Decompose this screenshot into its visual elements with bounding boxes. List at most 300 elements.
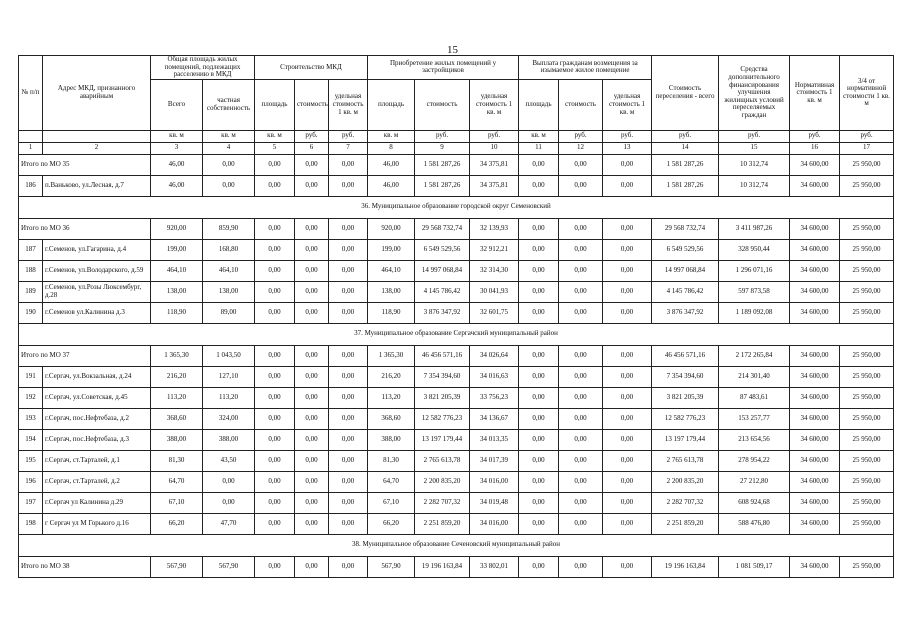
value-cell: 0,00 — [255, 345, 295, 366]
value-cell: 0,00 — [519, 450, 559, 471]
value-cell: 0,00 — [255, 281, 295, 302]
header-acquisition: Приобретение жилых помещений у застройщиков — [368, 56, 519, 80]
col-number: 14 — [652, 142, 719, 154]
page-number: 15 — [447, 44, 458, 56]
value-cell: 3 821 205,39 — [415, 387, 470, 408]
table-row — [19, 513, 894, 534]
value-cell: 0,00 — [255, 492, 295, 513]
value-cell: 0,00 — [603, 366, 652, 387]
value-cell: 168,80 — [203, 239, 255, 260]
value-cell: 33 802,01 — [470, 556, 519, 577]
value-cell: 67,10 — [151, 492, 203, 513]
value-cell: 34 600,00 — [790, 556, 840, 577]
value-cell: 278 954,22 — [719, 450, 790, 471]
value-cell: 0,00 — [603, 429, 652, 450]
table-row — [19, 492, 894, 513]
value-cell: 0,00 — [559, 408, 603, 429]
value-cell: 0,00 — [203, 471, 255, 492]
unit-cell: кв. м — [255, 130, 295, 142]
col-number: 3 — [151, 142, 203, 154]
value-cell: 0,00 — [255, 513, 295, 534]
value-cell: 7 354 394,60 — [652, 366, 719, 387]
address-cell: г.Сергач, ст.Тарталей, д.1 — [43, 450, 151, 471]
value-cell: 12 582 776,23 — [415, 408, 470, 429]
value-cell: 328 950,44 — [719, 239, 790, 260]
address-cell: п.Ваньково, ул.Лесная, д.7 — [43, 175, 151, 196]
value-cell: 0,00 — [329, 408, 368, 429]
address-cell: г.Семенов, ул.Володарского, д.59 — [43, 260, 151, 281]
address-cell: г.Сергач, ул.Советская, д.45 — [43, 387, 151, 408]
value-cell: 2 251 859,20 — [652, 513, 719, 534]
value-cell: 2 200 835,20 — [415, 471, 470, 492]
value-cell: 0,00 — [519, 366, 559, 387]
value-cell: 0,00 — [603, 281, 652, 302]
value-cell: 47,70 — [203, 513, 255, 534]
value-cell: 1 081 509,17 — [719, 556, 790, 577]
col-number: 5 — [255, 142, 295, 154]
value-cell: 34 600,00 — [790, 175, 840, 196]
value-cell: 0,00 — [203, 492, 255, 513]
total-row — [19, 556, 894, 577]
total-label: Итого по МО 38 — [19, 556, 151, 577]
value-cell: 34 600,00 — [790, 387, 840, 408]
value-cell: 3 876 347,92 — [415, 302, 470, 323]
value-cell: 0,00 — [295, 345, 329, 366]
value-cell: 0,00 — [559, 387, 603, 408]
value-cell: 1 581 287,26 — [652, 154, 719, 175]
address-cell: г.Семенов ул.Калинина д.3 — [43, 302, 151, 323]
value-cell: 10 312,74 — [719, 154, 790, 175]
row-number: 198 — [19, 513, 43, 534]
unit-cell: кв. м — [519, 130, 559, 142]
col-number: 10 — [470, 142, 519, 154]
value-cell: 34 600,00 — [790, 513, 840, 534]
value-cell: 29 568 732,74 — [415, 218, 470, 239]
value-cell: 368,60 — [368, 408, 415, 429]
total-row — [19, 154, 894, 175]
value-cell: 0,00 — [559, 492, 603, 513]
value-cell: 34 600,00 — [790, 408, 840, 429]
section-heading-row — [19, 534, 894, 556]
value-cell: 34 600,00 — [790, 492, 840, 513]
unit-cell: руб. — [295, 130, 329, 142]
unit-cell: руб. — [603, 130, 652, 142]
unit-cell: кв. м — [151, 130, 203, 142]
value-cell: 32 314,30 — [470, 260, 519, 281]
value-cell: 25 950,00 — [840, 513, 894, 534]
value-cell: 2 200 835,20 — [652, 471, 719, 492]
value-cell: 34 016,00 — [470, 471, 519, 492]
value-cell: 0,00 — [329, 260, 368, 281]
value-cell: 0,00 — [559, 429, 603, 450]
row-number: 187 — [19, 239, 43, 260]
section-heading: 38. Муниципальное образование Сеченовский муниципальный район — [19, 534, 894, 556]
row-number: 186 — [19, 175, 43, 196]
header-num: № п/п — [19, 56, 43, 131]
value-cell: 34 600,00 — [790, 218, 840, 239]
value-cell: 0,00 — [255, 450, 295, 471]
col-number: 16 — [790, 142, 840, 154]
row-number: 190 — [19, 302, 43, 323]
value-cell: 46,00 — [151, 154, 203, 175]
value-cell: 87 483,61 — [719, 387, 790, 408]
value-cell: 14 997 068,84 — [415, 260, 470, 281]
table-row — [19, 429, 894, 450]
unit-cell: руб. — [719, 130, 790, 142]
value-cell: 25 950,00 — [840, 302, 894, 323]
value-cell: 81,30 — [151, 450, 203, 471]
value-cell: 0,00 — [255, 218, 295, 239]
value-cell: 32 139,93 — [470, 218, 519, 239]
value-cell: 1 365,30 — [368, 345, 415, 366]
value-cell: 608 924,68 — [719, 492, 790, 513]
value-cell: 0,00 — [559, 471, 603, 492]
value-cell: 0,00 — [603, 345, 652, 366]
value-cell: 859,90 — [203, 218, 255, 239]
row-number: 194 — [19, 429, 43, 450]
value-cell: 0,00 — [519, 302, 559, 323]
value-cell: 0,00 — [255, 239, 295, 260]
value-cell: 46 456 571,16 — [415, 345, 470, 366]
unit-cell: руб. — [559, 130, 603, 142]
row-number: 189 — [19, 281, 43, 302]
value-cell: 0,00 — [559, 281, 603, 302]
value-cell: 0,00 — [559, 260, 603, 281]
subheader-cell: частная собственность — [203, 79, 255, 130]
value-cell: 34 136,67 — [470, 408, 519, 429]
value-cell: 25 950,00 — [840, 429, 894, 450]
value-cell: 25 950,00 — [840, 175, 894, 196]
value-cell: 34 016,63 — [470, 366, 519, 387]
value-cell: 0,00 — [559, 513, 603, 534]
value-cell: 0,00 — [255, 556, 295, 577]
value-cell: 0,00 — [295, 218, 329, 239]
value-cell: 7 354 394,60 — [415, 366, 470, 387]
header-area: Общая площадь жилых помещений, подлежащих расселению в МКД — [151, 56, 255, 80]
value-cell: 2 282 707,32 — [652, 492, 719, 513]
value-cell: 127,10 — [203, 366, 255, 387]
value-cell: 25 950,00 — [840, 154, 894, 175]
subheader-cell: площадь — [519, 79, 559, 130]
value-cell: 25 950,00 — [840, 387, 894, 408]
value-cell: 13 197 179,44 — [415, 429, 470, 450]
table-row — [19, 471, 894, 492]
value-cell: 0,00 — [295, 175, 329, 196]
table-row — [19, 281, 894, 302]
value-cell: 46,00 — [368, 175, 415, 196]
col-number: 12 — [559, 142, 603, 154]
value-cell: 214 301,40 — [719, 366, 790, 387]
value-cell: 0,00 — [329, 345, 368, 366]
header-construction: Строительство МКД — [255, 56, 368, 80]
value-cell: 0,00 — [255, 175, 295, 196]
value-cell: 0,00 — [295, 154, 329, 175]
value-cell: 0,00 — [295, 471, 329, 492]
col-number: 15 — [719, 142, 790, 154]
subheader-cell: Всего — [151, 79, 203, 130]
value-cell: 0,00 — [519, 471, 559, 492]
table-row — [19, 302, 894, 323]
value-cell: 388,00 — [203, 429, 255, 450]
value-cell: 1 365,30 — [151, 345, 203, 366]
value-cell: 0,00 — [295, 429, 329, 450]
value-cell: 13 197 179,44 — [652, 429, 719, 450]
value-cell: 0,00 — [519, 175, 559, 196]
value-cell: 2 251 859,20 — [415, 513, 470, 534]
value-cell: 0,00 — [295, 556, 329, 577]
value-cell: 3 411 987,26 — [719, 218, 790, 239]
col-number: 17 — [840, 142, 894, 154]
unit-cell: руб. — [840, 130, 894, 142]
value-cell: 0,00 — [559, 154, 603, 175]
value-cell: 138,00 — [368, 281, 415, 302]
header-payment: Выплата гражданам возмещения за изымаемое жилое помещение — [519, 56, 652, 80]
value-cell: 1 581 287,26 — [415, 175, 470, 196]
row-number: 197 — [19, 492, 43, 513]
value-cell: 34 600,00 — [790, 471, 840, 492]
value-cell: 0,00 — [329, 366, 368, 387]
value-cell: 6 549 529,56 — [652, 239, 719, 260]
value-cell: 2 765 613,78 — [415, 450, 470, 471]
header-row — [19, 56, 894, 80]
value-cell: 920,00 — [368, 218, 415, 239]
value-cell: 153 257,77 — [719, 408, 790, 429]
value-cell: 0,00 — [603, 471, 652, 492]
value-cell: 66,20 — [151, 513, 203, 534]
value-cell: 464,10 — [368, 260, 415, 281]
value-cell: 0,00 — [295, 302, 329, 323]
value-cell: 81,30 — [368, 450, 415, 471]
value-cell: 0,00 — [329, 450, 368, 471]
value-cell: 34 600,00 — [790, 302, 840, 323]
value-cell: 0,00 — [295, 239, 329, 260]
units-row — [19, 130, 894, 142]
unit-cell: руб. — [652, 130, 719, 142]
value-cell: 0,00 — [603, 154, 652, 175]
value-cell: 0,00 — [329, 154, 368, 175]
value-cell: 0,00 — [519, 492, 559, 513]
value-cell: 0,00 — [329, 387, 368, 408]
value-cell: 464,10 — [203, 260, 255, 281]
table-row — [19, 239, 894, 260]
value-cell: 0,00 — [255, 408, 295, 429]
total-label: Итого по МО 35 — [19, 154, 151, 175]
value-cell: 3 876 347,92 — [652, 302, 719, 323]
value-cell: 25 950,00 — [840, 492, 894, 513]
col-number: 8 — [368, 142, 415, 154]
table-row — [19, 366, 894, 387]
value-cell: 67,10 — [368, 492, 415, 513]
address-cell: г.Сергач ул Калинина д.29 — [43, 492, 151, 513]
value-cell: 0,00 — [519, 387, 559, 408]
value-cell: 0,00 — [329, 239, 368, 260]
value-cell: 0,00 — [519, 281, 559, 302]
value-cell: 0,00 — [329, 218, 368, 239]
section-heading: 36. Муниципальное образование городской округ Семеновский — [19, 196, 894, 218]
value-cell: 46,00 — [151, 175, 203, 196]
subheader-cell: удельная стоимость 1 кв. м — [329, 79, 368, 130]
subheader-cell: стоимость — [559, 79, 603, 130]
value-cell: 4 145 786,42 — [652, 281, 719, 302]
table-row — [19, 260, 894, 281]
row-number: 196 — [19, 471, 43, 492]
value-cell: 1 043,50 — [203, 345, 255, 366]
value-cell: 64,70 — [368, 471, 415, 492]
value-cell: 0,00 — [329, 556, 368, 577]
value-cell: 1 581 287,26 — [415, 154, 470, 175]
value-cell: 34 600,00 — [790, 260, 840, 281]
value-cell: 0,00 — [329, 471, 368, 492]
value-cell: 19 196 163,84 — [415, 556, 470, 577]
value-cell: 34 600,00 — [790, 154, 840, 175]
value-cell: 6 549 529,56 — [415, 239, 470, 260]
value-cell: 0,00 — [519, 239, 559, 260]
value-cell: 0,00 — [203, 175, 255, 196]
value-cell: 0,00 — [295, 260, 329, 281]
value-cell: 368,60 — [151, 408, 203, 429]
value-cell: 25 950,00 — [840, 218, 894, 239]
value-cell: 34 375,81 — [470, 154, 519, 175]
housing-relocation-table — [18, 55, 894, 578]
value-cell: 113,20 — [203, 387, 255, 408]
value-cell: 3 821 205,39 — [652, 387, 719, 408]
value-cell: 0,00 — [603, 302, 652, 323]
address-cell: г.Сергач, пос.Нефтебаза, д.3 — [43, 429, 151, 450]
value-cell: 34 019,48 — [470, 492, 519, 513]
value-cell: 0,00 — [255, 260, 295, 281]
value-cell: 0,00 — [255, 154, 295, 175]
value-cell: 0,00 — [295, 492, 329, 513]
value-cell: 920,00 — [151, 218, 203, 239]
header-address: Адрес МКД, признанного аварийным — [43, 56, 151, 131]
value-cell: 0,00 — [295, 450, 329, 471]
value-cell: 1 296 071,16 — [719, 260, 790, 281]
value-cell: 32 601,75 — [470, 302, 519, 323]
value-cell: 0,00 — [603, 513, 652, 534]
value-cell: 216,20 — [368, 366, 415, 387]
header-extra-funds: Средства дополнительного финансирования улучшения жилищных условий переселяемых граждан — [719, 56, 790, 131]
value-cell: 0,00 — [255, 302, 295, 323]
value-cell: 0,00 — [559, 175, 603, 196]
value-cell: 25 950,00 — [840, 450, 894, 471]
row-number: 195 — [19, 450, 43, 471]
value-cell: 597 873,58 — [719, 281, 790, 302]
subheader-cell: удельная стоимость 1 кв. м — [470, 79, 519, 130]
subheader-cell: стоимость — [295, 79, 329, 130]
subheader-cell: площадь — [368, 79, 415, 130]
subheader-cell: стоимость — [415, 79, 470, 130]
col-number: 1 — [19, 142, 43, 154]
value-cell: 0,00 — [603, 556, 652, 577]
row-number: 191 — [19, 366, 43, 387]
value-cell: 34 600,00 — [790, 429, 840, 450]
value-cell: 0,00 — [203, 154, 255, 175]
value-cell: 25 950,00 — [840, 556, 894, 577]
value-cell: 2 765 613,78 — [652, 450, 719, 471]
value-cell: 34 016,00 — [470, 513, 519, 534]
value-cell: 0,00 — [295, 366, 329, 387]
value-cell: 118,90 — [151, 302, 203, 323]
value-cell: 138,00 — [151, 281, 203, 302]
value-cell: 89,00 — [203, 302, 255, 323]
unit-cell: кв. м — [203, 130, 255, 142]
value-cell: 0,00 — [603, 175, 652, 196]
value-cell: 34 600,00 — [790, 345, 840, 366]
value-cell: 0,00 — [603, 260, 652, 281]
value-cell: 213 654,56 — [719, 429, 790, 450]
value-cell: 25 950,00 — [840, 408, 894, 429]
value-cell: 199,00 — [151, 239, 203, 260]
row-number: 193 — [19, 408, 43, 429]
value-cell: 0,00 — [559, 218, 603, 239]
value-cell: 0,00 — [603, 218, 652, 239]
value-cell: 66,20 — [368, 513, 415, 534]
value-cell: 34 026,64 — [470, 345, 519, 366]
value-cell: 0,00 — [295, 387, 329, 408]
col-number: 4 — [203, 142, 255, 154]
value-cell: 0,00 — [559, 345, 603, 366]
value-cell: 14 997 068,84 — [652, 260, 719, 281]
value-cell: 27 212,80 — [719, 471, 790, 492]
value-cell: 0,00 — [329, 429, 368, 450]
value-cell: 388,00 — [368, 429, 415, 450]
subheader-cell: удельная стоимость 1 кв. м — [603, 79, 652, 130]
value-cell: 0,00 — [519, 408, 559, 429]
value-cell: 19 196 163,84 — [652, 556, 719, 577]
value-cell: 34 013,35 — [470, 429, 519, 450]
header-total-cost: Стоимость переселения - всего — [652, 56, 719, 131]
value-cell: 464,10 — [151, 260, 203, 281]
value-cell: 33 756,23 — [470, 387, 519, 408]
address-cell: г.Сергач, пос.Нефтебаза, д.2 — [43, 408, 151, 429]
value-cell: 0,00 — [603, 450, 652, 471]
value-cell: 0,00 — [559, 556, 603, 577]
row-number: 188 — [19, 260, 43, 281]
value-cell: 32 912,21 — [470, 239, 519, 260]
col-number: 13 — [603, 142, 652, 154]
header-norm-cost: Нормативная стоимость 1 кв. м — [790, 56, 840, 131]
address-cell: г.Сергач, ст.Тарталей, д.2 — [43, 471, 151, 492]
value-cell: 0,00 — [603, 387, 652, 408]
value-cell: 0,00 — [295, 408, 329, 429]
table-row — [19, 450, 894, 471]
value-cell: 10 312,74 — [719, 175, 790, 196]
address-cell: г Сергач ул М Горького д.16 — [43, 513, 151, 534]
value-cell: 0,00 — [519, 513, 559, 534]
value-cell: 25 950,00 — [840, 281, 894, 302]
value-cell: 30 041,93 — [470, 281, 519, 302]
value-cell: 0,00 — [519, 556, 559, 577]
total-label: Итого по МО 37 — [19, 345, 151, 366]
value-cell: 25 950,00 — [840, 239, 894, 260]
value-cell: 12 582 776,23 — [652, 408, 719, 429]
unit-cell: руб. — [415, 130, 470, 142]
section-heading-row — [19, 323, 894, 345]
address-cell: г.Сергач, ул.Вокзальная, д.24 — [43, 366, 151, 387]
value-cell: 0,00 — [329, 492, 368, 513]
value-cell: 0,00 — [255, 387, 295, 408]
value-cell: 34 600,00 — [790, 239, 840, 260]
value-cell: 34 600,00 — [790, 366, 840, 387]
value-cell: 43,50 — [203, 450, 255, 471]
value-cell: 46,00 — [368, 154, 415, 175]
value-cell: 0,00 — [255, 429, 295, 450]
value-cell: 25 950,00 — [840, 471, 894, 492]
value-cell: 324,00 — [203, 408, 255, 429]
total-label: Итого по МО 36 — [19, 218, 151, 239]
address-cell: г.Семенов, ул.Гагарина, д.4 — [43, 239, 151, 260]
value-cell: 216,20 — [151, 366, 203, 387]
